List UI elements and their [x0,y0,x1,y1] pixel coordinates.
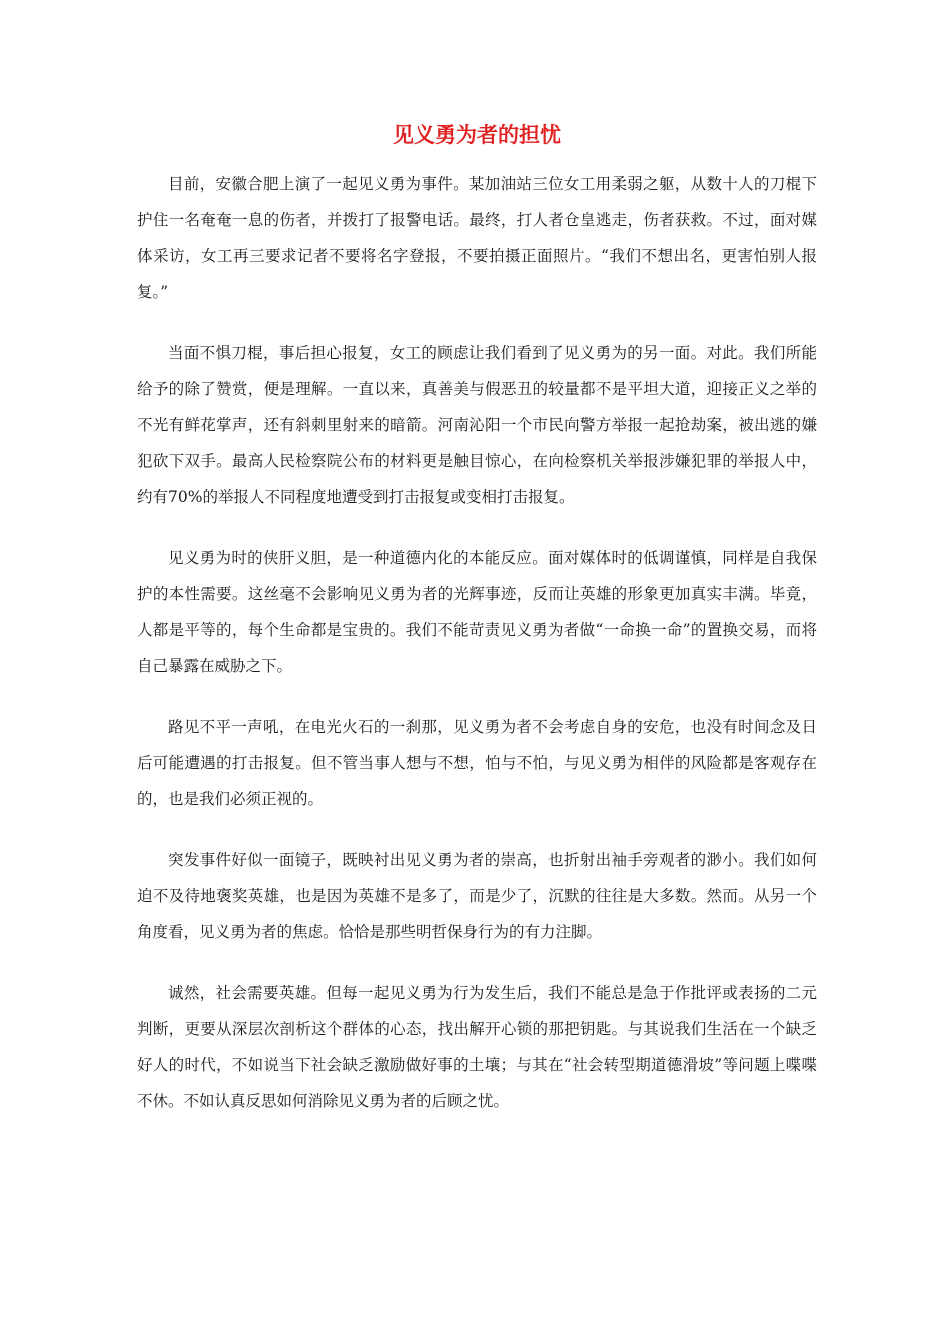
document-page [137,120,817,1144]
paragraph-2: 当面不惧刀棍，事后担心报复，女工的顾虑让我们看到了见义勇为的另一面。对此。我们所能给予的除了赞赏，便是理解。一直以来，真善美与假恶丑的较量都不是平坦大道，迎接正义之举的不光有鲜花掌声，还有斜刺里射来的暗箭。河南沁阳一个市民向警方举报一起抢劫案，被出逃的嫌犯砍下双手。最高人民检察院公布的材料更是触目惊心，在向检察机关举报涉嫌犯罪的举报人中，约有70%的举报人不同程度地遭受到打击报复或变相打击报复。 [137,344,817,506]
paragraph-6: 诚然，社会需要英雄。但每一起见义勇为行为发生后，我们不能总是急于作批评或表扬的二元判断，更要从深层次剖析这个群体的心态，找出解开心锁的那把钥匙。与其说我们生活在一个缺乏好人的时代，不如说当下社会缺乏激励做好事的土壤；与其在“社会转型期道德滑坡”等问题上喋喋不休。不如认真反思如何消除见义勇为者的后顾之忧。 [137,984,817,1110]
paragraph-3: 见义勇为时的侠肝义胆，是一种道德内化的本能反应。面对媒体时的低调谨慎，同样是自我保护的本性需要。这丝毫不会影响见义勇为者的光辉事迹，反而让英雄的形象更加真实丰满。毕竟，人都是平等的，每个生命都是宝贵的。我们不能苛责见义勇为者做“一命换一命”的置换交易，而将自己暴露在威胁之下。 [137,549,817,675]
document-title: 见义勇为者的担忧 [393,122,561,147]
paragraph-4: 路见不平一声吼，在电光火石的一刹那，见义勇为者不会考虑自身的安危，也没有时间念及日后可能遭遇的打击报复。但不管当事人想与不想，怕与不怕，与见义勇为相伴的风险都是客观存在的，也是我们必须正视的。 [137,718,817,808]
paragraph-5: 突发事件好似一面镜子，既映衬出见义勇为者的崇高，也折射出袖手旁观者的渺小。我们如何迫不及待地褒奖英雄，也是因为英雄不是多了，而是少了，沉默的往往是大多数。然而。从另一个角度看，见义勇为者的焦虑。恰恰是那些明哲保身行为的有力注脚。 [137,851,817,941]
paragraph-1: 目前，安徽合肥上演了一起见义勇为事件。某加油站三位女工用柔弱之躯，从数十人的刀棍下护住一名奄奄一息的伤者，并拨打了报警电话。最终，打人者仓皇逃走，伤者获救。不过，面对媒体采访，女工再三要求记者不要将名字登报，不要拍摄正面照片。“我们不想出名，更害怕别人报复。” [137,175,817,301]
